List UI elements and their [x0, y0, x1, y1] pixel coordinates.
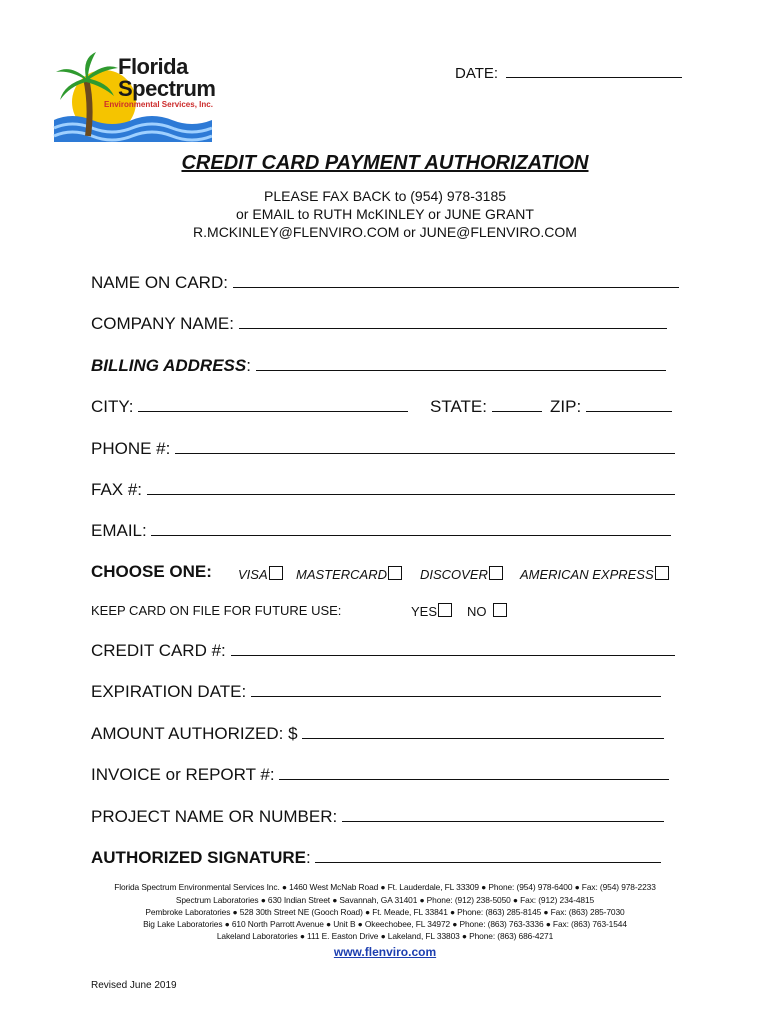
city-label: CITY:	[91, 397, 134, 416]
logo-line-2: Spectrum	[118, 76, 216, 101]
zip-line[interactable]	[586, 397, 672, 412]
credit-card-line[interactable]	[231, 641, 675, 656]
name-on-card-field[interactable]	[91, 273, 679, 293]
state-field[interactable]	[430, 397, 542, 417]
project-field[interactable]	[91, 807, 664, 827]
city-line[interactable]	[138, 397, 408, 412]
expiration-date-label: EXPIRATION DATE:	[91, 682, 247, 701]
date-label: DATE:	[455, 65, 499, 82]
american-express-checkbox[interactable]	[655, 566, 669, 580]
zip-label: ZIP:	[550, 397, 582, 416]
invoice-label: INVOICE or REPORT #:	[91, 765, 275, 784]
website-link[interactable]: www.flenviro.com	[333, 945, 437, 959]
city-field[interactable]	[91, 397, 408, 417]
keep-card-no-label: NO	[467, 604, 487, 619]
company-logo	[52, 50, 216, 142]
keep-card-yes-checkbox[interactable]	[438, 603, 452, 617]
state-line[interactable]	[492, 397, 542, 412]
credit-card-field[interactable]	[91, 641, 675, 661]
footer-address-5: Lakeland Laboratories ● 111 E. Easton Drive ● Lakeland, FL 33803 ● Phone: (863) 686-4271	[216, 931, 554, 941]
keep-card-label: KEEP CARD ON FILE FOR FUTURE USE:	[91, 603, 342, 618]
visa-label: VISA	[238, 567, 268, 582]
visa-checkbox[interactable]	[269, 566, 283, 580]
company-name-field[interactable]	[91, 314, 667, 334]
billing-address-label: BILLING ADDRESS	[91, 356, 247, 375]
footer-address-1: Florida Spectrum Environmental Services Inc. ● 1460 West McNab Road ● Ft. Lauderdale, FL 33309 ● Phone: (954) 978-6400 ● Fax: (954) 978-2233	[114, 882, 656, 892]
fax-field[interactable]	[91, 480, 675, 500]
state-label: STATE:	[430, 397, 487, 416]
keep-card-no-checkbox[interactable]	[493, 603, 507, 617]
mastercard-option[interactable]	[296, 566, 402, 582]
phone-field[interactable]	[91, 439, 675, 459]
email-line[interactable]	[151, 521, 671, 536]
fax-line[interactable]	[147, 480, 675, 495]
footer-address-4: Big Lake Laboratories ● 610 North Parrott Avenue ● Unit B ● Okeechobee, FL 34972 ● Phone: (863) 763-3336 ● Fax: (863) 763-1544	[143, 919, 627, 929]
choose-one-label: CHOOSE ONE:	[91, 562, 212, 581]
date-line[interactable]	[506, 64, 682, 78]
project-label: PROJECT NAME OR NUMBER:	[91, 807, 338, 826]
email-label: EMAIL:	[91, 521, 147, 540]
email-instruction: or EMAIL to RUTH McKINLEY or JUNE GRANT	[236, 206, 534, 222]
invoice-line[interactable]	[279, 765, 669, 780]
mastercard-checkbox[interactable]	[388, 566, 402, 580]
signature-line[interactable]	[315, 848, 661, 863]
date-field[interactable]	[455, 64, 682, 82]
billing-address-colon: :	[246, 356, 251, 375]
credit-card-label: CREDIT CARD #:	[91, 641, 226, 660]
amount-authorized-line[interactable]	[302, 724, 664, 739]
american-express-option[interactable]	[520, 566, 669, 582]
keep-card-no-option[interactable]	[467, 603, 507, 619]
fax-instruction: PLEASE FAX BACK to (954) 978-3185	[263, 188, 507, 204]
billing-address-line[interactable]	[256, 356, 666, 371]
footer-address-3: Pembroke Laboratories ● 528 30th Street NE (Gooch Road) ● Ft. Meade, FL 33841 ● Phone: (863) 285-8145 ● Fax: (863) 285-7030	[145, 907, 625, 917]
footer-address-2: Spectrum Laboratories ● 630 Indian Street ● Savannah, GA 31401 ● Phone: (912) 238-5050 ● Fax: (912) 234-4815	[175, 895, 595, 905]
project-line[interactable]	[342, 807, 664, 822]
discover-checkbox[interactable]	[489, 566, 503, 580]
email-addresses: R.MCKINLEY@FLENVIRO.COM or JUNE@FLENVIRO.COM	[193, 224, 577, 240]
signature-colon: :	[306, 848, 311, 867]
keep-card-yes-option[interactable]	[411, 603, 452, 619]
amount-authorized-label: AMOUNT AUTHORIZED: $	[91, 724, 298, 743]
zip-field[interactable]	[550, 397, 672, 417]
expiration-date-field[interactable]	[91, 682, 661, 702]
phone-label: PHONE #:	[91, 439, 171, 458]
signature-field[interactable]	[91, 848, 661, 868]
form-title: CREDIT CARD PAYMENT AUTHORIZATION	[181, 152, 589, 174]
invoice-field[interactable]	[91, 765, 669, 785]
phone-line[interactable]	[175, 439, 675, 454]
signature-label: AUTHORIZED SIGNATURE	[91, 848, 307, 867]
logo-line-1: Florida	[118, 54, 188, 79]
discover-option[interactable]	[420, 566, 503, 582]
fax-label: FAX #:	[91, 480, 143, 499]
discover-label: DISCOVER	[420, 567, 488, 582]
company-name-line[interactable]	[239, 314, 667, 329]
company-name-label: COMPANY NAME:	[91, 314, 234, 333]
mastercard-label: MASTERCARD	[296, 567, 388, 582]
email-field[interactable]	[91, 521, 671, 541]
name-on-card-line[interactable]	[233, 273, 679, 288]
expiration-date-line[interactable]	[251, 682, 661, 697]
revised-date: Revised June 2019	[91, 980, 177, 991]
logo-line-3: Environmental Services, Inc.	[104, 100, 213, 109]
keep-card-yes-label: YES	[411, 604, 438, 619]
name-on-card-label: NAME ON CARD:	[91, 273, 228, 292]
amount-authorized-field[interactable]	[91, 724, 664, 744]
billing-address-field[interactable]	[91, 356, 666, 376]
visa-option[interactable]	[238, 566, 283, 582]
american-express-label: AMERICAN EXPRESS	[520, 567, 654, 582]
